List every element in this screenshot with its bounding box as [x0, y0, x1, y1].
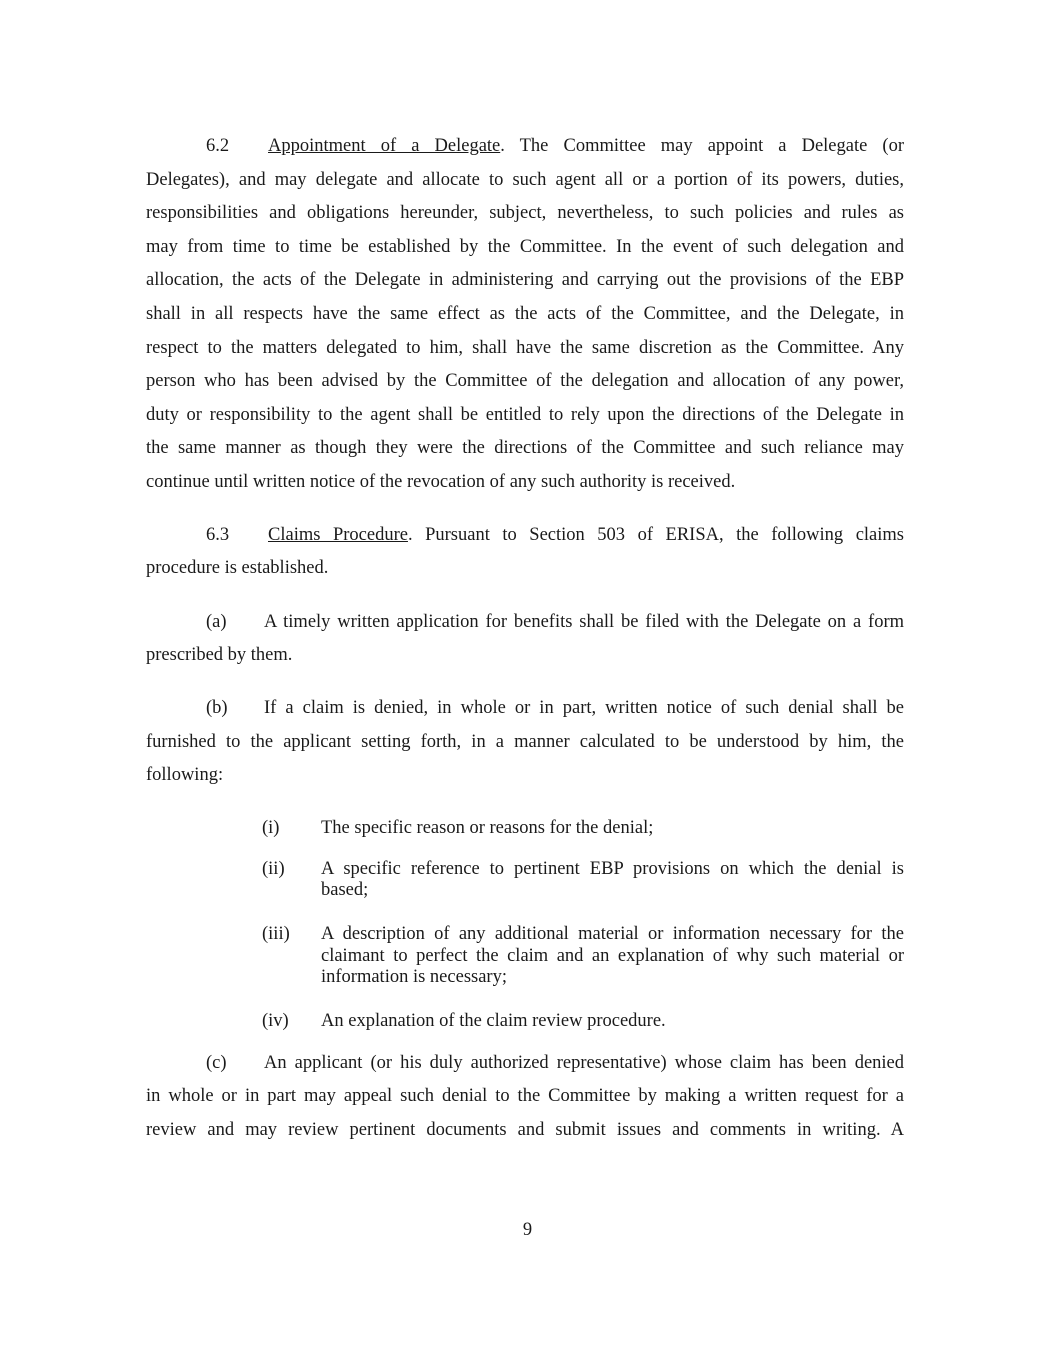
- text-line: may from time to time be established by the Committee. In the event of such delegation and: [146, 237, 904, 257]
- section-heading: Claims Procedure: [268, 525, 408, 545]
- text-line: following:: [146, 765, 224, 785]
- text-line: respect to the matters delegated to him, shall have the same discretion as the Committee. Any: [146, 338, 904, 358]
- text-line: in whole or in part may appeal such denial to the Committee by making a written request for a: [146, 1086, 904, 1106]
- item-text: based;: [321, 880, 369, 900]
- text-line: the same manner as though they were the directions of the Committee and such reliance may: [146, 438, 904, 458]
- text-line: continue until written notice of the revocation of any such authority is received.: [146, 472, 736, 492]
- page-number: 9: [522, 1220, 533, 1240]
- text-line: An applicant (or his duly authorized representative) whose claim has been denied: [264, 1053, 904, 1073]
- item-text: claimant to perfect the claim and an explanation of why such material or: [321, 946, 904, 966]
- item-text: information is necessary;: [321, 967, 507, 987]
- item-label: (iii): [262, 924, 290, 944]
- text-line: procedure is established.: [146, 558, 329, 578]
- paragraph-a-first-line: [206, 611, 904, 633]
- item-text: An explanation of the claim review procedure.: [321, 1011, 666, 1031]
- text-line: responsibilities and obligations hereunder, subject, nevertheless, to such policies and rules as: [146, 203, 904, 223]
- text-line: person who has been advised by the Committee of the delegation and allocation of any power,: [146, 371, 904, 391]
- section-heading: Appointment of a Delegate: [268, 136, 501, 156]
- text-line: If a claim is denied, in whole or in part, written notice of such denial shall be: [264, 698, 904, 718]
- item-label: (i): [262, 818, 280, 838]
- paragraph-label: (c): [206, 1053, 227, 1073]
- item-text: The specific reason or reasons for the denial;: [321, 818, 654, 838]
- text-line: . Pursuant to Section 503 of ERISA, the following claims: [407, 525, 905, 545]
- text-line: furnished to the applicant setting forth, in a manner calculated to be understood by him, the: [146, 732, 904, 752]
- text-line: allocation, the acts of the Delegate in administering and carrying out the provisions of the EBP: [146, 270, 904, 290]
- text-line: . The Committee may appoint a Delegate (or: [500, 136, 904, 156]
- section-number: 6.3: [206, 525, 230, 545]
- item-label: (iv): [262, 1011, 289, 1031]
- paragraph-c-first-line: [206, 1052, 904, 1074]
- text-line: prescribed by them.: [146, 645, 293, 665]
- paragraph-b-first-line: [206, 697, 904, 719]
- paragraph-label: (a): [206, 612, 227, 632]
- item-text: A specific reference to pertinent EBP provisions on which the denial is: [321, 859, 904, 879]
- text-line: A timely written application for benefits shall be filed with the Delegate on a form: [264, 612, 904, 632]
- text-line: review and may review pertinent documents and submit issues and comments in writing. A: [146, 1120, 904, 1140]
- section-number: 6.2: [206, 136, 230, 156]
- section-6-3-first-line: [206, 524, 904, 546]
- text-line: shall in all respects have the same effect as the acts of the Committee, and the Delegate, in: [146, 304, 904, 324]
- paragraph-label: (b): [206, 698, 228, 718]
- item-text: A description of any additional material or information necessary for the: [321, 924, 904, 944]
- section-6-2-first-line: [206, 135, 904, 157]
- item-label: (ii): [262, 859, 285, 879]
- text-line: Delegates), and may delegate and allocate to such agent all or a portion of its powers, duties,: [146, 170, 904, 190]
- text-line: duty or responsibility to the agent shall be entitled to rely upon the directions of the Delegate in: [146, 405, 904, 425]
